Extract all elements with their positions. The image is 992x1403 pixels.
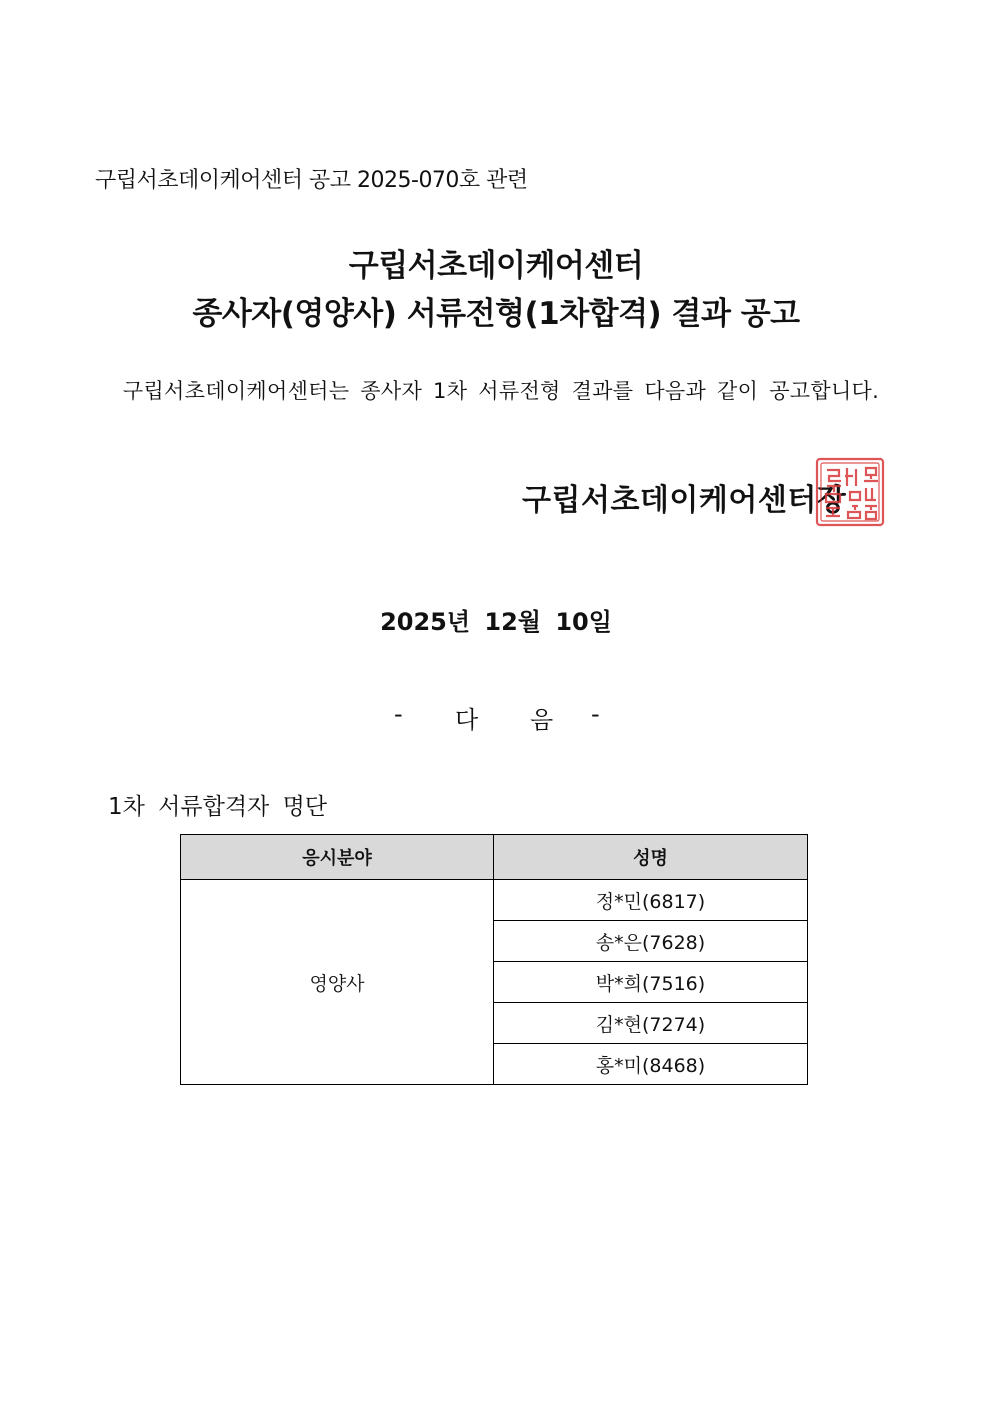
name-cell: 김*현(7274) — [494, 1003, 808, 1044]
official-seal-stamp — [814, 456, 886, 528]
result-table — [180, 834, 808, 1085]
next-marker-left-dash: - — [394, 700, 403, 728]
title-line-1: 구립서초데이케어센터 — [348, 248, 644, 284]
section-title: 1차 서류합격자 명단 — [108, 794, 327, 820]
name-cell: 정*민(6817) — [494, 880, 808, 921]
next-marker-char-2: 음 — [530, 706, 554, 734]
table-row — [181, 880, 808, 921]
issuer-name: 구립서초데이케어센터장 — [522, 483, 847, 518]
name-cell: 박*희(7516) — [494, 962, 808, 1003]
next-marker — [0, 700, 992, 734]
name-cell: 송*은(7628) — [494, 921, 808, 962]
header-name: 성명 — [494, 835, 808, 880]
header-field: 응시분야 — [181, 835, 494, 880]
name-cell: 홍*미(8468) — [494, 1044, 808, 1085]
next-marker-char-1: 다 — [455, 706, 479, 734]
field-cell: 영양사 — [181, 880, 494, 1085]
announcement-date: 2025년 12월 10일 — [380, 608, 612, 636]
next-marker-right-dash: - — [591, 700, 600, 728]
table-header-row — [181, 835, 808, 880]
intro-text: 구립서초데이케어센터는 종사자 1차 서류전형 결과를 다음과 같이 공고합니다. — [122, 379, 880, 403]
reference-line: 구립서초데이케어센터 공고 2025-070호 관련 — [95, 168, 528, 193]
title-line-2: 종사자(영양사) 서류전형(1차합격) 결과 공고 — [192, 296, 800, 332]
